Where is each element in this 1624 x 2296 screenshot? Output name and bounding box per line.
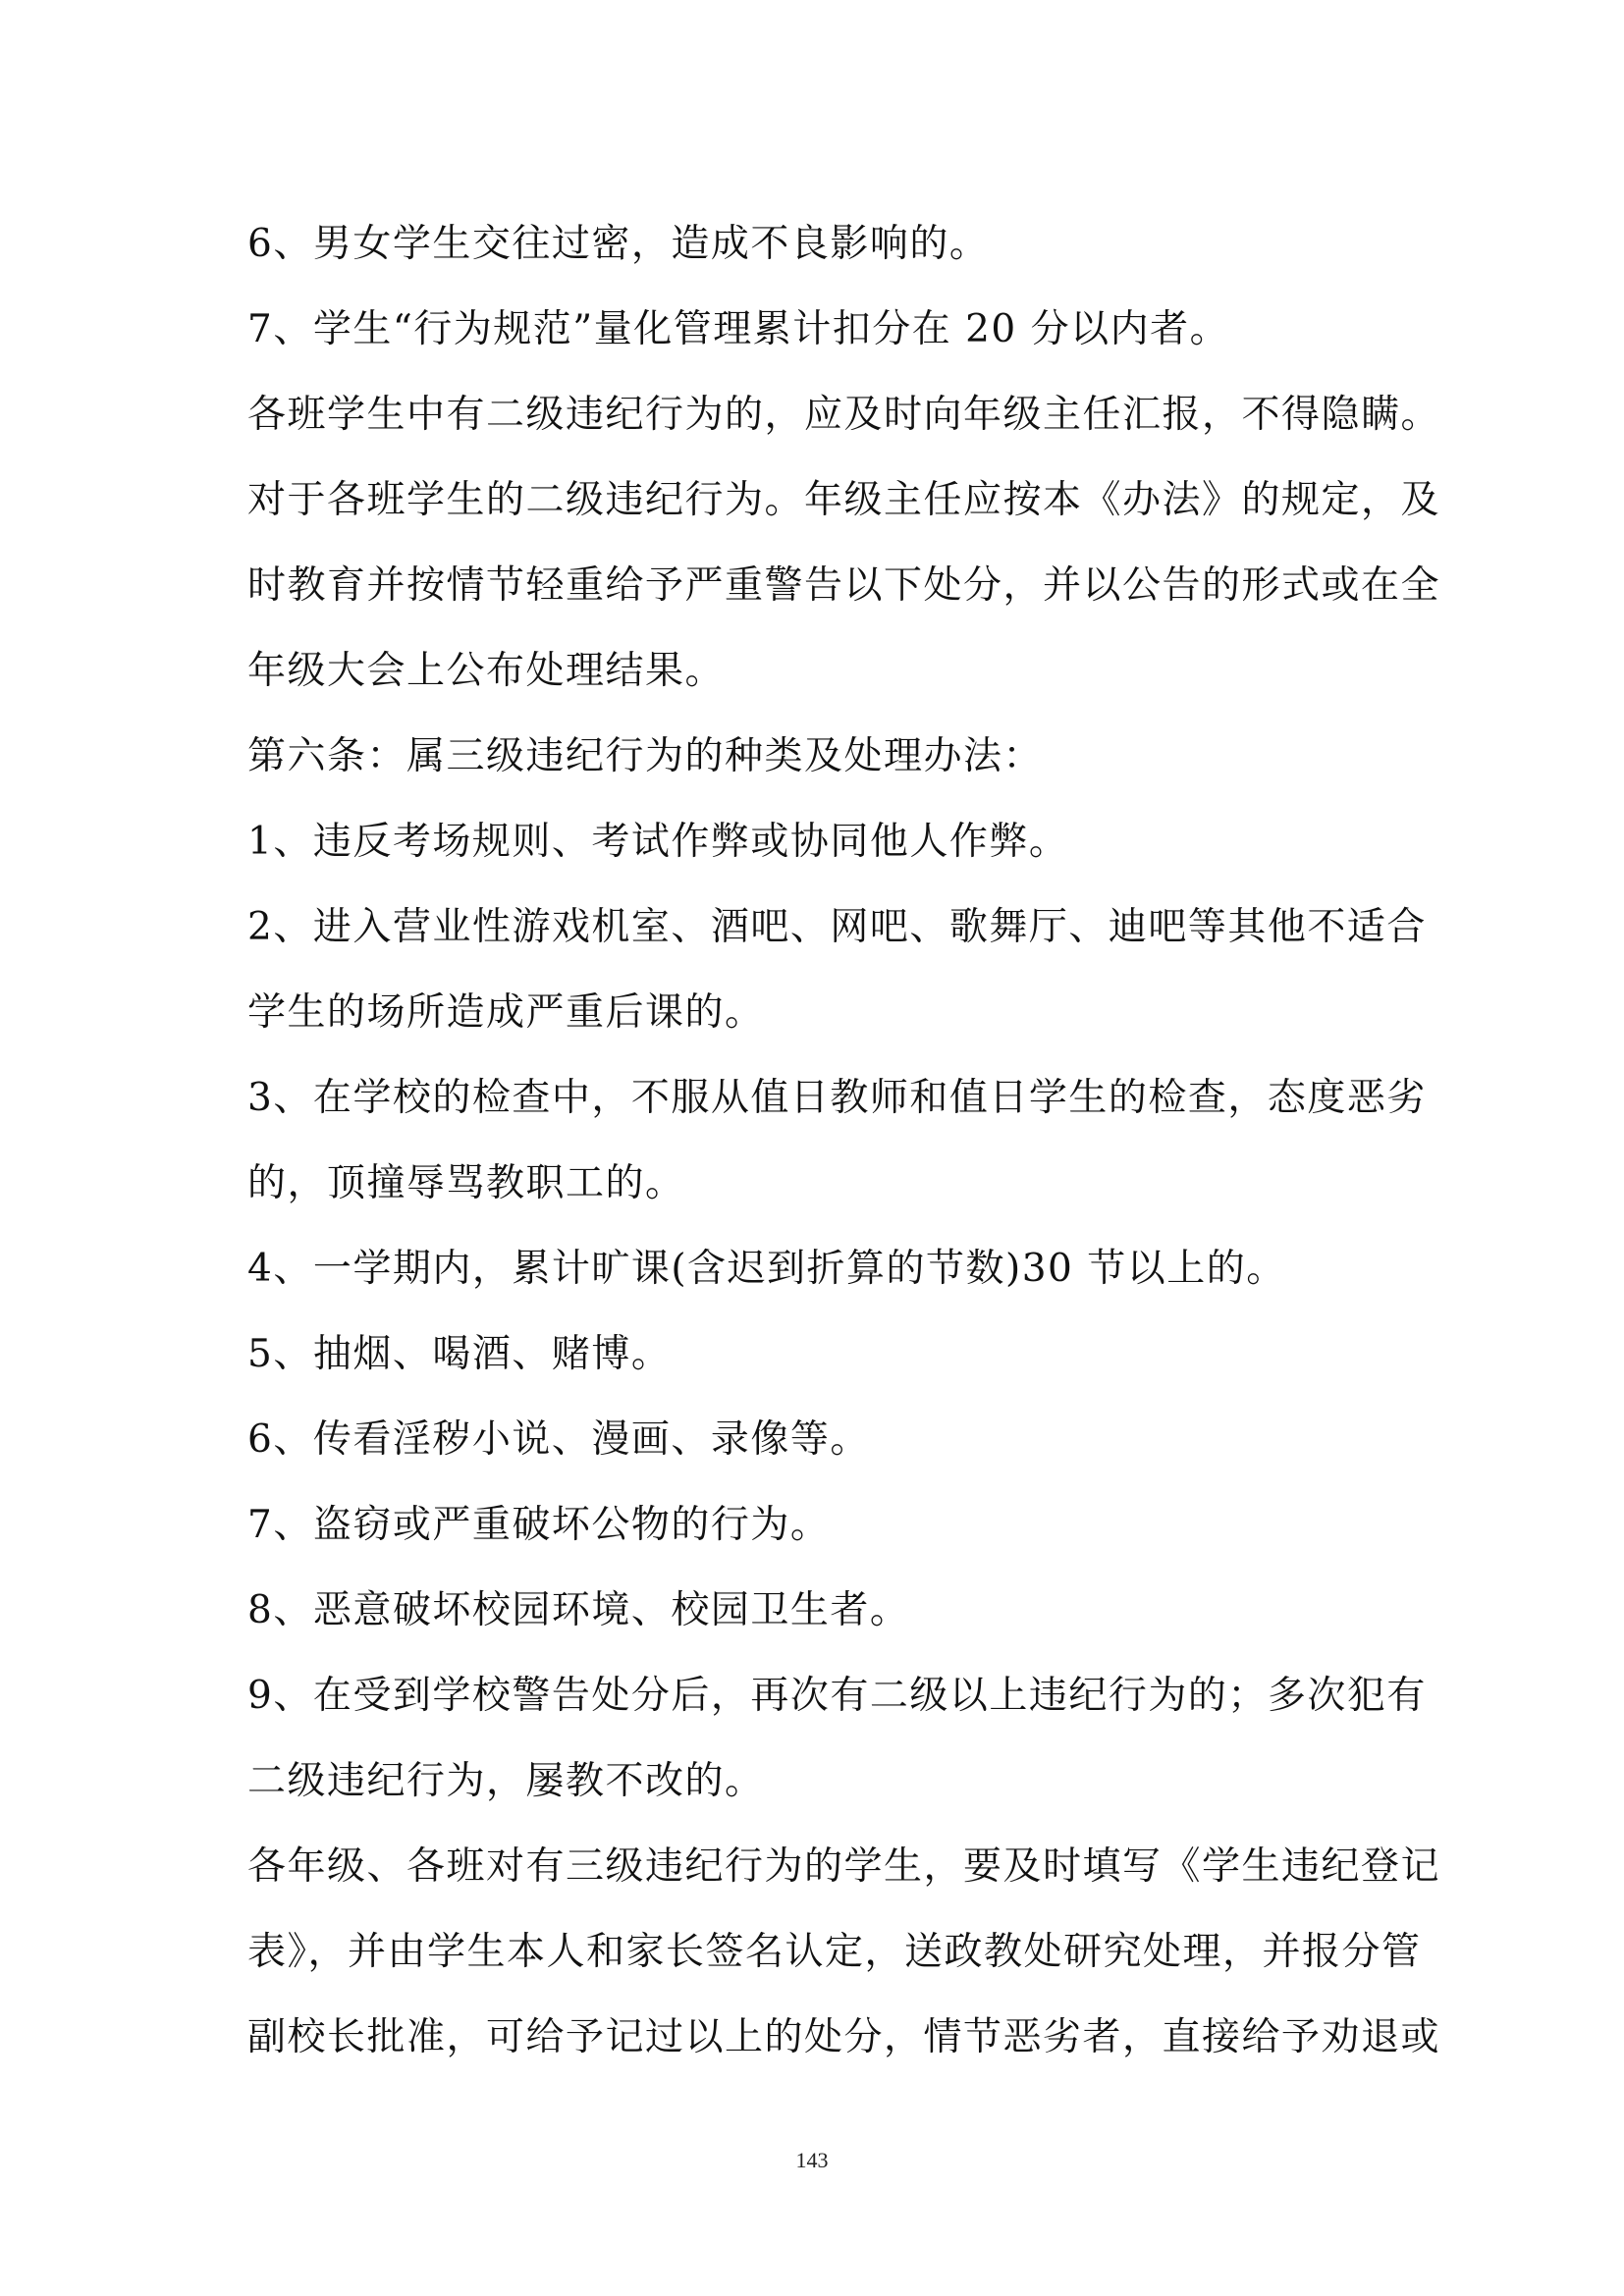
- text-line: 副校长批准，可给予记过以上的处分，情节恶劣者，直接给予劝退或: [247, 2015, 1441, 2059]
- text-line: 6、传看淫秽小说、漫画、录像等。: [247, 1417, 870, 1462]
- text-line: 年级大会上公布处理结果。: [247, 649, 726, 693]
- text-line: 1、违反考场规则、考试作弊或协同他人作弊。: [247, 820, 1069, 864]
- text-line: 对于各班学生的二级违纪行为。年级主任应按本《办法》的规定，及: [247, 478, 1441, 522]
- text-line: 各年级、各班对有三级违纪行为的学生，要及时填写《学生违纪登记: [247, 1844, 1441, 1889]
- text-line: 表》，并由学生本人和家长签名认定，送政教处研究处理，并报分管: [247, 1930, 1422, 1974]
- text-line: 各班学生中有二级违纪行为的，应及时向年级主任汇报，不得隐瞒。: [247, 393, 1441, 437]
- text-line: 5、抽烟、喝酒、赌博。: [247, 1332, 672, 1376]
- text-line: 学生的场所造成严重后课的。: [247, 990, 765, 1035]
- text-line: 4、一学期内，累计旷课(含迟到折算的节数)30 节以上的。: [247, 1247, 1286, 1291]
- text-line: 9、在受到学校警告处分后，再次有二级以上违纪行为的；多次犯有: [247, 1674, 1427, 1718]
- text-line: 时教育并按情节轻重给予严重警告以下处分，并以公告的形式或在全: [247, 563, 1441, 608]
- text-line: 二级违纪行为，屡教不改的。: [247, 1759, 765, 1803]
- page-number: 143: [795, 2148, 829, 2172]
- text-line: 8、恶意破坏校园环境、校园卫生者。: [247, 1588, 910, 1632]
- text-line: 3、在学校的检查中，不服从值日教师和值日学生的检查，态度恶劣: [247, 1076, 1427, 1120]
- text-line: 7、学生“行为规范”量化管理累计扣分在 20 分以内者。: [247, 307, 1230, 351]
- text-line: 的，顶撞辱骂教职工的。: [247, 1161, 685, 1205]
- text-line: 6、男女学生交往过密，造成不良影响的。: [247, 222, 990, 266]
- section-heading: 第六条：属三级违纪行为的种类及处理办法：: [247, 734, 1044, 778]
- text-line: 7、盗窃或严重破坏公物的行为。: [247, 1503, 831, 1547]
- text-line: 2、进入营业性游戏机室、酒吧、网吧、歌舞厅、迪吧等其他不适合: [247, 905, 1427, 949]
